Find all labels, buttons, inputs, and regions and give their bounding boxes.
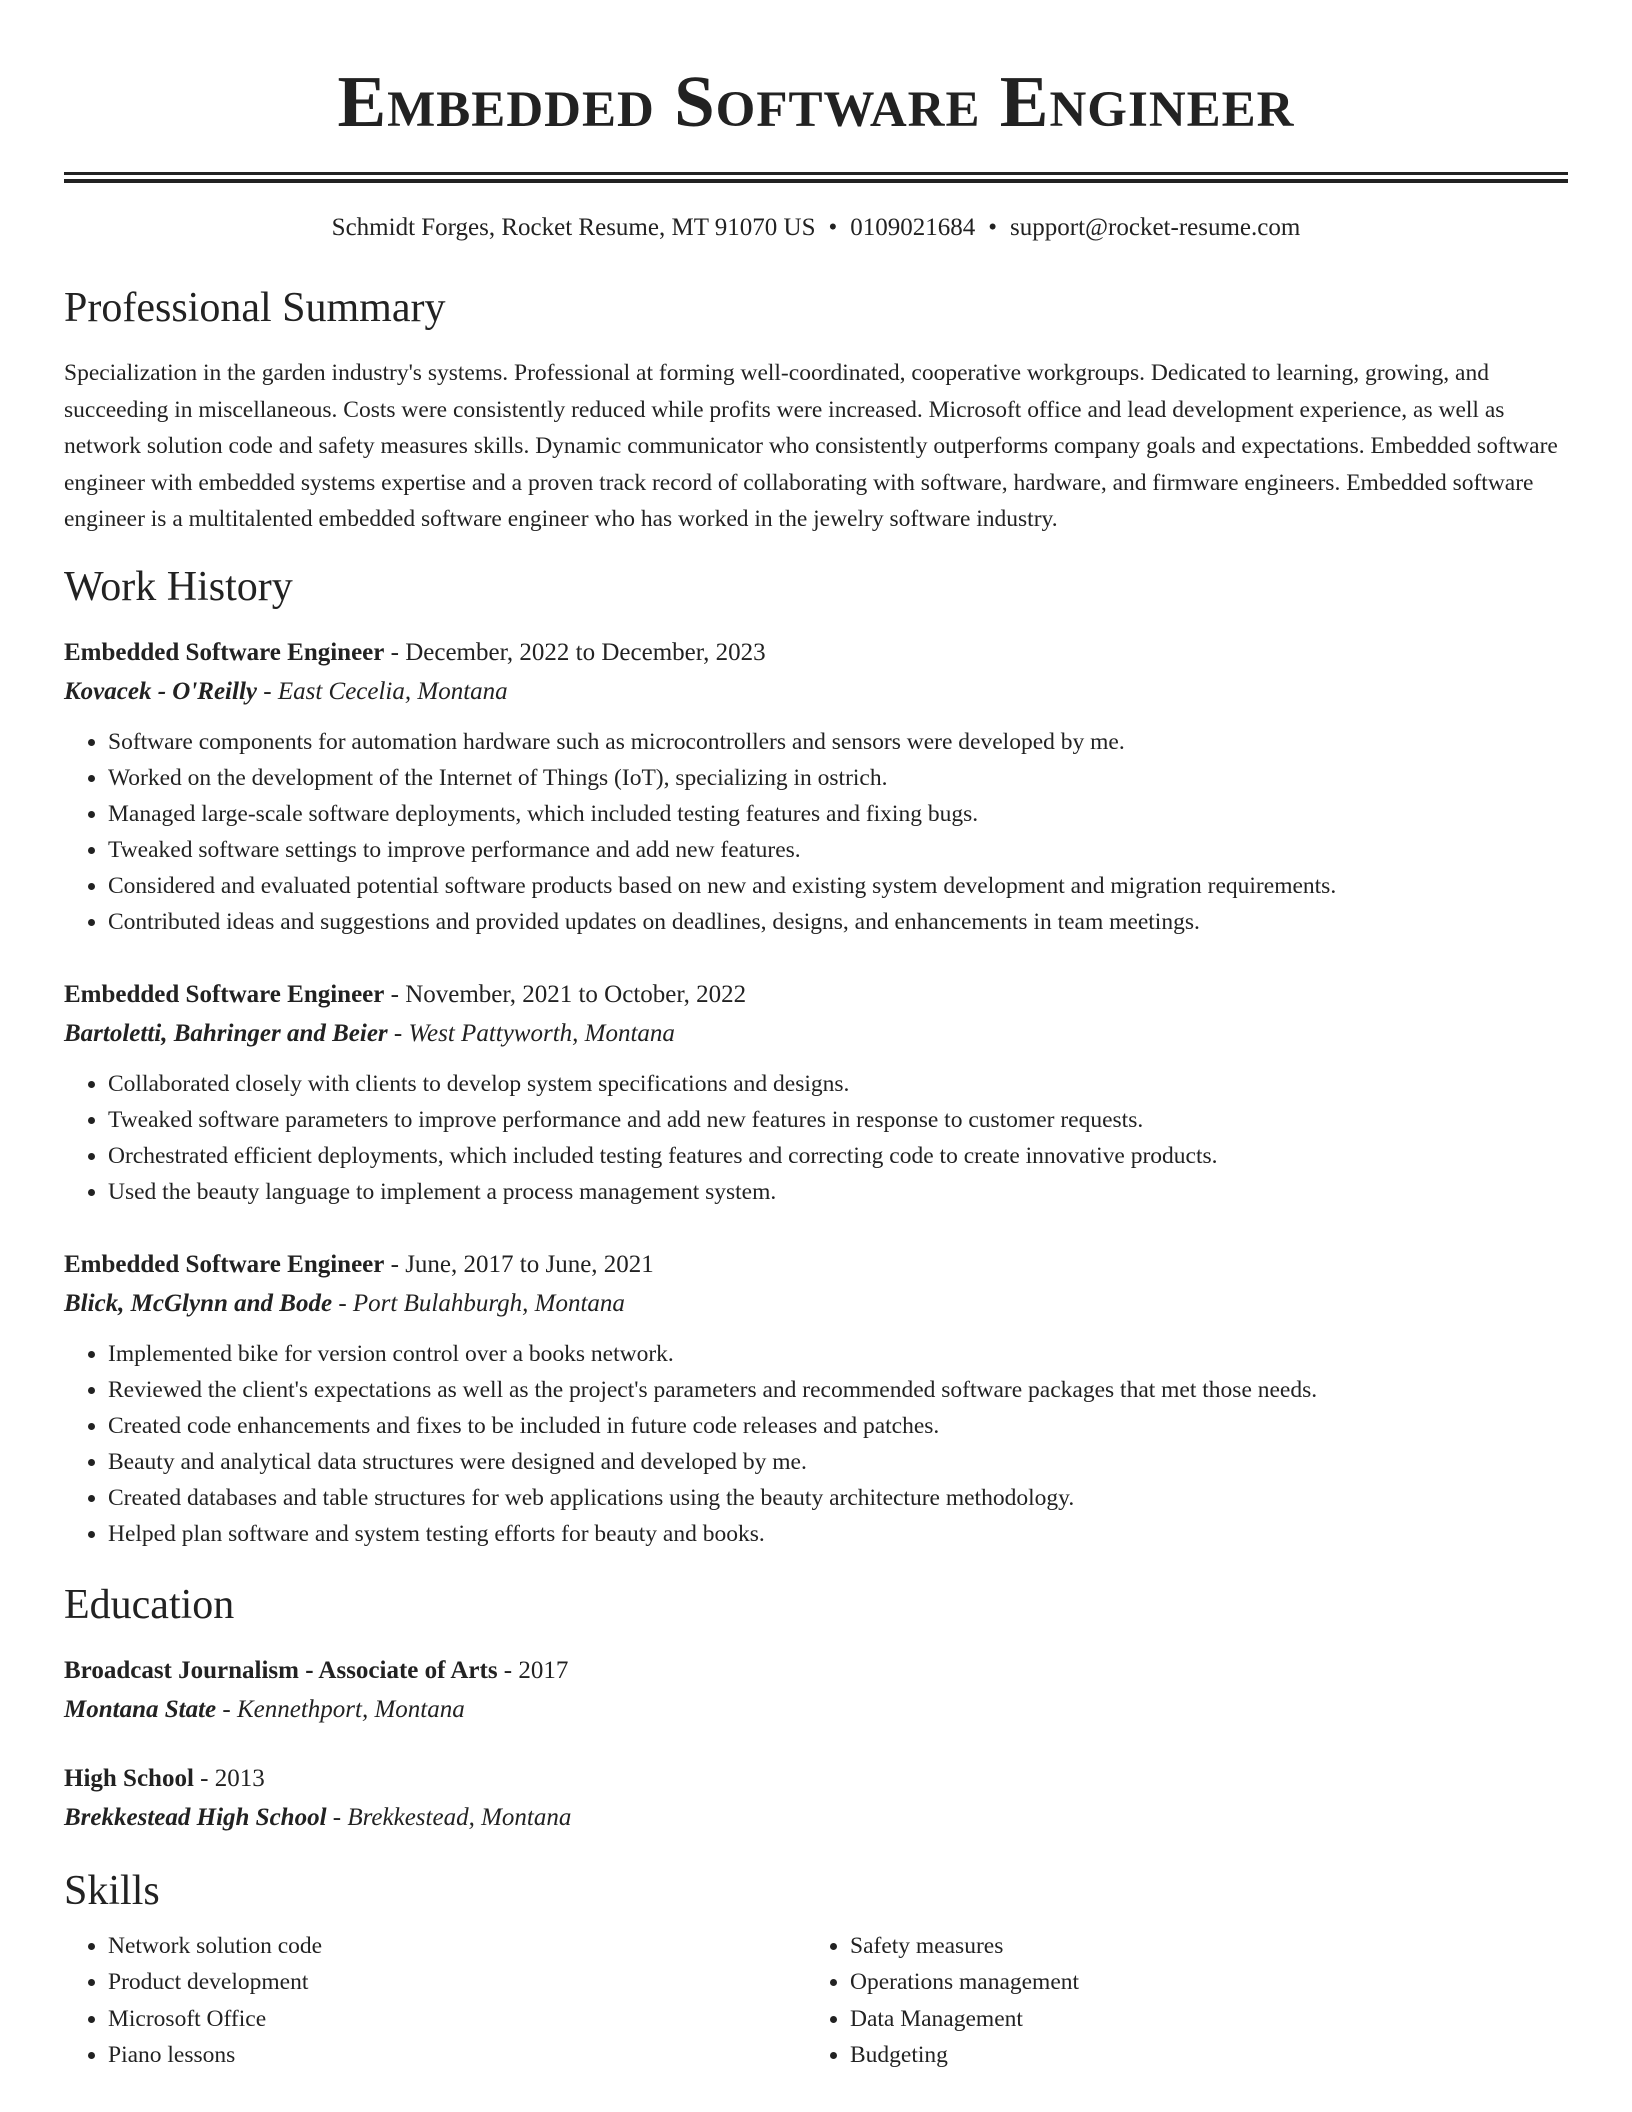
contact-email: support@rocket-resume.com	[1010, 214, 1301, 241]
list-item: • Reviewed the client's expectations as well as the project's parameters and recommended software packages that met those needs.	[108, 1372, 1568, 1408]
job-location: - West Pattyworth, Montana	[387, 1019, 675, 1047]
list-item: • Used the beauty language to implement a process management system.	[108, 1174, 1568, 1210]
skills-list	[64, 1928, 1568, 2074]
list-item: • Collaborated closely with clients to develop system specifications and designs.	[108, 1066, 1568, 1102]
header-divider	[64, 172, 1568, 183]
list-item: • Created code enhancements and fixes to be included in future code releases and patches.	[108, 1408, 1568, 1444]
job-role: Embedded Software Engineer	[64, 980, 385, 1008]
contact-separator: •	[988, 214, 998, 241]
education-entry	[64, 1760, 1568, 1838]
job-company: Kovacek - O'Reilly	[64, 677, 257, 705]
list-item: • Worked on the development of the Internet of Things (IoT), specializing in ostrich.	[108, 760, 1568, 796]
education-degree-line	[64, 1652, 1568, 1690]
job-entry	[64, 976, 1568, 1210]
skill-item: • Product development	[108, 1964, 806, 2001]
skill-item: • Budgeting	[850, 2037, 1548, 2074]
job-dates: - December, 2022 to December, 2023	[384, 638, 766, 666]
list-item: • Beauty and analytical data structures were designed and developed by me.	[108, 1444, 1568, 1480]
job-company-line	[64, 1014, 1568, 1054]
job-title-line	[64, 976, 1568, 1014]
education-degree-line	[64, 1760, 1568, 1798]
education-year: - 2017	[497, 1656, 569, 1684]
job-entry	[64, 634, 1568, 940]
list-item: • Managed large-scale software deployments, which included testing features and fixing bugs.	[108, 796, 1568, 832]
contact-separator: •	[828, 214, 838, 241]
job-entry	[64, 1246, 1568, 1552]
list-item: • Orchestrated efficient deployments, which included testing features and correcting code to create innovative products.	[108, 1138, 1568, 1174]
skill-item: • Operations management	[850, 1964, 1548, 2001]
job-bullets	[64, 1336, 1568, 1552]
skill-item: • Data Management	[850, 2001, 1548, 2038]
job-dates: - November, 2021 to October, 2022	[384, 980, 747, 1008]
education-degree: High School	[64, 1764, 194, 1792]
job-location: - Port Bulahburgh, Montana	[332, 1289, 625, 1317]
education-degree: Broadcast Journalism - Associate of Arts	[64, 1656, 498, 1684]
job-title-line	[64, 634, 1568, 672]
job-bullets	[64, 1066, 1568, 1210]
education-school: Brekkestead High School	[64, 1803, 327, 1831]
list-item: • Considered and evaluated potential software products based on new and existing system development and migration requirements.	[108, 868, 1568, 904]
education-school: Montana State	[64, 1695, 217, 1723]
job-company: Blick, McGlynn and Bode	[64, 1289, 333, 1317]
education-year: - 2013	[193, 1764, 265, 1792]
education-entry	[64, 1652, 1568, 1730]
candidate-name: Embedded Software Engineer	[337, 61, 1295, 142]
job-role: Embedded Software Engineer	[64, 1250, 385, 1278]
education-school-line	[64, 1690, 1568, 1730]
skills-column-left	[64, 1928, 806, 2074]
skills-heading: Skills	[64, 1867, 160, 1914]
list-item: • Contributed ideas and suggestions and provided updates on deadlines, designs, and enhancements in team meetings.	[108, 904, 1568, 940]
work-history-heading: Work History	[64, 563, 293, 610]
education-location: - Brekkestead, Montana	[326, 1803, 572, 1831]
list-item: • Tweaked software parameters to improve performance and add new features in response to customer requests.	[108, 1102, 1568, 1138]
education-heading: Education	[64, 1581, 235, 1628]
job-bullets	[64, 724, 1568, 940]
skill-item: • Piano lessons	[108, 2037, 806, 2074]
skill-item: • Network solution code	[108, 1928, 806, 1965]
job-location: - East Cecelia, Montana	[257, 677, 508, 705]
summary-text: Specialization in the garden industry's systems. Professional at forming well-coordinated, cooperative workgroups. Dedicated to learning, growing, and succeeding in miscellaneous. Costs were consistently reduced while profits were increased. Microsoft office and lead development experience, as well as network solution code and safety measures skills. Dynamic communicator who consistently outperforms company goals and expectations. Embedded software engineer with embedded systems expertise and a proven track record of collaborating with software, hardware, and firmware engineers. Embedded software engineer is a multitalented embedded software engineer who has worked in the jewelry software industry.	[64, 360, 1558, 532]
job-company-line	[64, 1284, 1568, 1324]
contact-line	[64, 211, 1568, 245]
job-title-line	[64, 1246, 1568, 1284]
list-item: • Implemented bike for version control over a books network.	[108, 1336, 1568, 1372]
skill-item: • Safety measures	[850, 1928, 1548, 1965]
skill-item: • Microsoft Office	[108, 2001, 806, 2038]
education-school-line	[64, 1798, 1568, 1838]
list-item: • Software components for automation hardware such as microcontrollers and sensors were developed by me.	[108, 724, 1568, 760]
job-company-line	[64, 672, 1568, 712]
skills-column-right	[806, 1928, 1548, 2074]
job-company: Bartoletti, Bahringer and Beier	[64, 1019, 388, 1047]
contact-phone: 0109021684	[850, 214, 976, 241]
summary-heading: Professional Summary	[64, 285, 446, 331]
job-dates: - June, 2017 to June, 2021	[384, 1250, 654, 1278]
list-item: • Created databases and table structures for web applications using the beauty architecture methodology.	[108, 1480, 1568, 1516]
list-item: • Tweaked software settings to improve performance and add new features.	[108, 832, 1568, 868]
education-location: - Kennethport, Montana	[216, 1695, 465, 1723]
job-role: Embedded Software Engineer	[64, 638, 385, 666]
contact-address: Schmidt Forges, Rocket Resume, MT 91070 US	[331, 214, 816, 241]
list-item: • Helped plan software and system testing efforts for beauty and books.	[108, 1516, 1568, 1552]
